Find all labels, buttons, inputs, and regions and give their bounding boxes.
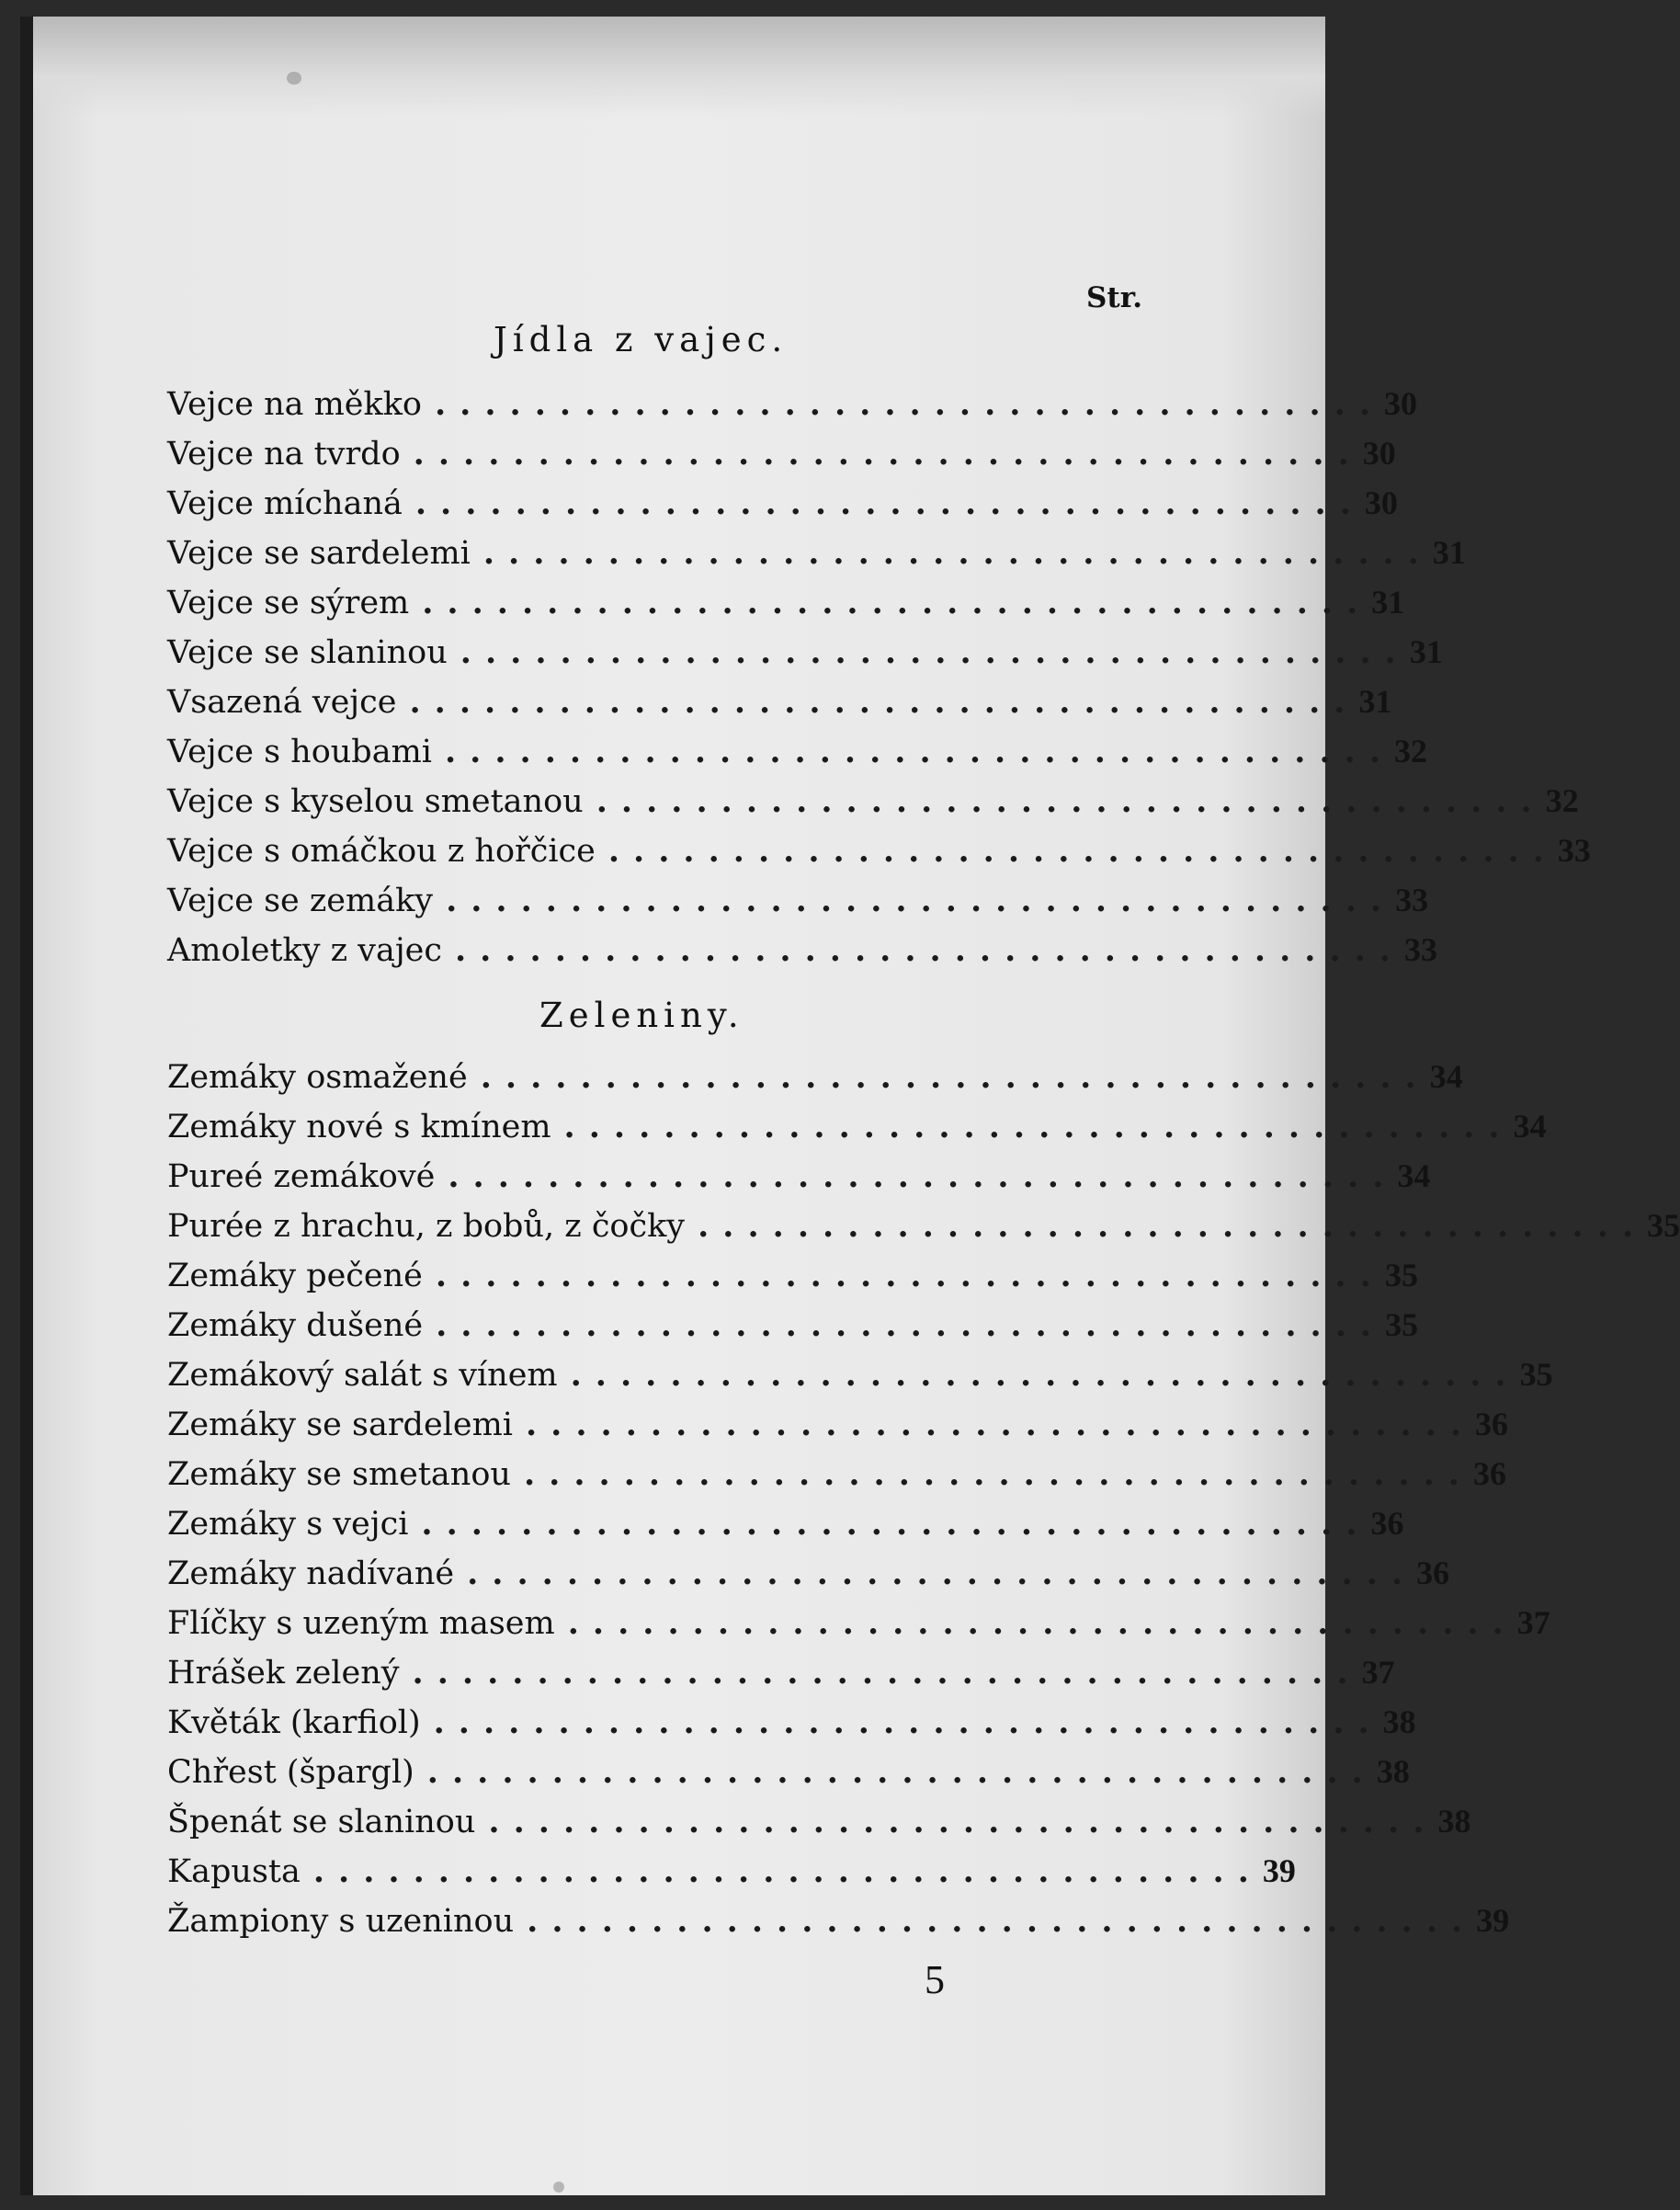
toc-entry-title: Purée z hrachu, z bobů, z čočky [167, 1208, 686, 1245]
dot-leader: ...................................... [312, 1852, 1263, 1890]
toc-entry[interactable] [167, 1800, 1471, 1842]
dot-leader: ...................................... [444, 733, 1395, 770]
toc-entry-title: Pureé zemákové [167, 1158, 436, 1195]
toc-entry-page: 32 [1394, 733, 1428, 769]
toc-entry-page: 30 [1362, 435, 1396, 472]
toc-entry-title: Chřest (špargl) [167, 1754, 414, 1791]
dot-leader: ...................................... [413, 435, 1363, 473]
toc-entry-title: Vejce s kyselou smetanou [167, 783, 584, 820]
toc-entry[interactable] [167, 1899, 1510, 1942]
dot-leader: ...................................... [436, 1306, 1386, 1344]
ink-smudge [287, 72, 301, 85]
toc-entry[interactable] [167, 1204, 1680, 1247]
toc-entry-page: 34 [1429, 1058, 1463, 1095]
dot-leader: ...................................... [455, 931, 1405, 969]
dot-leader: ...................................... [488, 1803, 1438, 1840]
dot-leader: ...................................... [412, 1654, 1362, 1692]
ink-smudge [553, 2182, 564, 2193]
page-number: 5 [925, 1957, 945, 2002]
dot-leader: ...................................... [414, 484, 1365, 522]
toc-entry[interactable] [167, 1304, 1419, 1346]
dot-leader: ...................................... [421, 1505, 1371, 1543]
toc-entry-title: Zemáky se sardelemi [167, 1407, 513, 1443]
toc-entry[interactable] [167, 1254, 1418, 1296]
dot-leader: ...................................... [426, 1753, 1377, 1791]
dot-leader: ...................................... [567, 1604, 1517, 1642]
toc-entry-page: 31 [1358, 683, 1392, 720]
toc-entry-page: 39 [1476, 1902, 1510, 1939]
toc-entry[interactable] [167, 382, 1418, 425]
toc-entry-title: Zemáky nové s kmínem [167, 1109, 551, 1145]
toc-entry-page: 34 [1513, 1108, 1547, 1145]
toc-entry[interactable] [167, 730, 1428, 772]
dot-leader: ...................................... [433, 1703, 1383, 1741]
toc-entry-page: 38 [1376, 1753, 1410, 1790]
dot-leader: ...................................... [448, 1157, 1398, 1195]
dot-leader: ...................................... [435, 1257, 1385, 1294]
toc-entry-title: Zemáky se smetanou [167, 1456, 511, 1493]
toc-entry-page: 31 [1409, 633, 1443, 670]
toc-entry-page: 31 [1432, 534, 1466, 571]
toc-entry-title: Zemáky pečené [167, 1258, 423, 1294]
toc-entry[interactable] [167, 531, 1466, 574]
toc-entry-title: Zemáky nadívané [167, 1555, 455, 1592]
toc-entry-page: 36 [1473, 1455, 1506, 1492]
toc-entry-page: 30 [1384, 385, 1418, 422]
toc-entry-page: 38 [1382, 1703, 1416, 1740]
toc-entry-page: 35 [1647, 1207, 1680, 1244]
scan-top-shadow [20, 17, 1325, 118]
toc-entry-page: 39 [1262, 1852, 1296, 1889]
toc-entry-title: Vejce s houbami [167, 734, 432, 770]
toc-entry-title: Hrášek zelený [167, 1655, 400, 1692]
dot-leader: ...................................... [523, 1455, 1473, 1493]
toc-entry-page: 37 [1516, 1604, 1550, 1641]
toc-entry[interactable] [167, 1601, 1550, 1644]
toc-entry-title: Kapusta [167, 1853, 301, 1890]
book-page [20, 17, 1680, 2195]
toc-entry-title: Zemákový salát s vínem [167, 1357, 558, 1394]
dot-leader: ...................................... [607, 832, 1558, 870]
toc-entry[interactable] [167, 1502, 1404, 1544]
dot-leader: ...................................... [480, 1058, 1430, 1096]
toc-entry[interactable] [167, 482, 1398, 524]
toc-entry[interactable] [167, 780, 1579, 822]
toc-entry-page: 32 [1545, 782, 1579, 819]
toc-entry-page: 34 [1397, 1157, 1431, 1194]
toc-entry-page: 36 [1370, 1505, 1404, 1542]
dot-leader: ...................................... [570, 1356, 1520, 1394]
toc-entry-page: 33 [1557, 832, 1591, 869]
scan-left-edge [20, 17, 33, 2195]
toc-entry-title: Zemáky osmažené [167, 1059, 468, 1096]
toc-entry-page: 33 [1395, 882, 1429, 918]
toc-entry-title: Vejce na tvrdo [167, 436, 401, 473]
dot-leader: ...................................... [467, 1555, 1417, 1592]
toc-entry[interactable] [167, 1055, 1463, 1098]
toc-entry-page: 33 [1404, 931, 1438, 968]
toc-entry-title: Flíčky s uzeným masem [167, 1605, 555, 1642]
toc-entry-title: Zemáky dušené [167, 1307, 424, 1344]
dot-leader: ...................................... [563, 1108, 1514, 1145]
toc-entry-title: Vejce se zemáky [167, 883, 434, 919]
dot-leader: ...................................... [409, 683, 1359, 721]
toc-entry-page: 35 [1519, 1356, 1553, 1393]
toc-entry-page: 36 [1475, 1406, 1509, 1442]
toc-entry-page: 38 [1437, 1803, 1471, 1840]
toc-entry[interactable] [167, 631, 1443, 673]
toc-entry-title: Vejce se slaninou [167, 634, 448, 671]
toc-entry[interactable] [167, 829, 1591, 871]
toc-entry-title: Vejce na měkko [167, 386, 422, 423]
dot-leader: ...................................... [482, 534, 1433, 572]
toc-entry[interactable] [167, 879, 1429, 921]
toc-entry[interactable] [167, 1701, 1416, 1743]
toc-entry-title: Vejce se sardelemi [167, 535, 471, 572]
toc-entry-title: Vejce s omáčkou z hořčice [167, 833, 596, 870]
toc-entry[interactable] [167, 581, 1405, 623]
toc-entry[interactable] [167, 1105, 1547, 1147]
toc-entry-title: Zemáky s vejci [167, 1506, 409, 1543]
toc-entry-title: Vsazená vejce [167, 684, 397, 721]
toc-entry-page: 31 [1371, 584, 1405, 621]
toc-entry-title: Špenát se slaninou [167, 1804, 476, 1840]
dot-leader: ...................................... [525, 1406, 1476, 1443]
toc-entry[interactable] [167, 928, 1438, 971]
toc-entry[interactable] [167, 680, 1392, 723]
dot-leader: ...................................... [422, 584, 1372, 621]
toc-entry-title: Vejce míchaná [167, 485, 403, 522]
section-heading-eggs: Jídla z vajec. [494, 320, 789, 359]
toc-entry-page: 30 [1364, 484, 1398, 521]
toc-entry-title: Amoletky z vajec [167, 932, 442, 969]
dot-leader: ...................................... [460, 633, 1410, 671]
toc-entry[interactable] [167, 1452, 1506, 1495]
toc-entry-title: Vejce se sýrem [167, 585, 410, 621]
toc-entry-page: 36 [1416, 1555, 1450, 1591]
toc-entry[interactable] [167, 432, 1396, 474]
dot-leader: ...................................... [435, 385, 1385, 423]
toc-entry-title: Žampiony s uzeninou [167, 1903, 515, 1940]
toc-entry[interactable] [167, 1651, 1395, 1693]
toc-entry[interactable] [167, 1750, 1410, 1793]
page-column-label: Str. [1086, 281, 1142, 314]
toc-entry[interactable] [167, 1850, 1296, 1892]
toc-entry[interactable] [167, 1552, 1450, 1594]
dot-leader: ...................................... [698, 1207, 1648, 1245]
toc-entry[interactable] [167, 1155, 1431, 1197]
toc-entry-title: Květák (karfiol) [167, 1704, 421, 1741]
toc-entry[interactable] [167, 1353, 1553, 1395]
dot-leader: ...................................... [527, 1902, 1477, 1940]
toc-entry-page: 37 [1361, 1654, 1395, 1691]
toc-entry-page: 35 [1385, 1306, 1419, 1343]
dot-leader: ...................................... [596, 782, 1546, 820]
section-heading-vegetables: Zeleniny. [539, 996, 744, 1035]
dot-leader: ...................................... [446, 882, 1396, 919]
toc-entry[interactable] [167, 1403, 1509, 1445]
toc-entry-page: 35 [1384, 1257, 1418, 1293]
